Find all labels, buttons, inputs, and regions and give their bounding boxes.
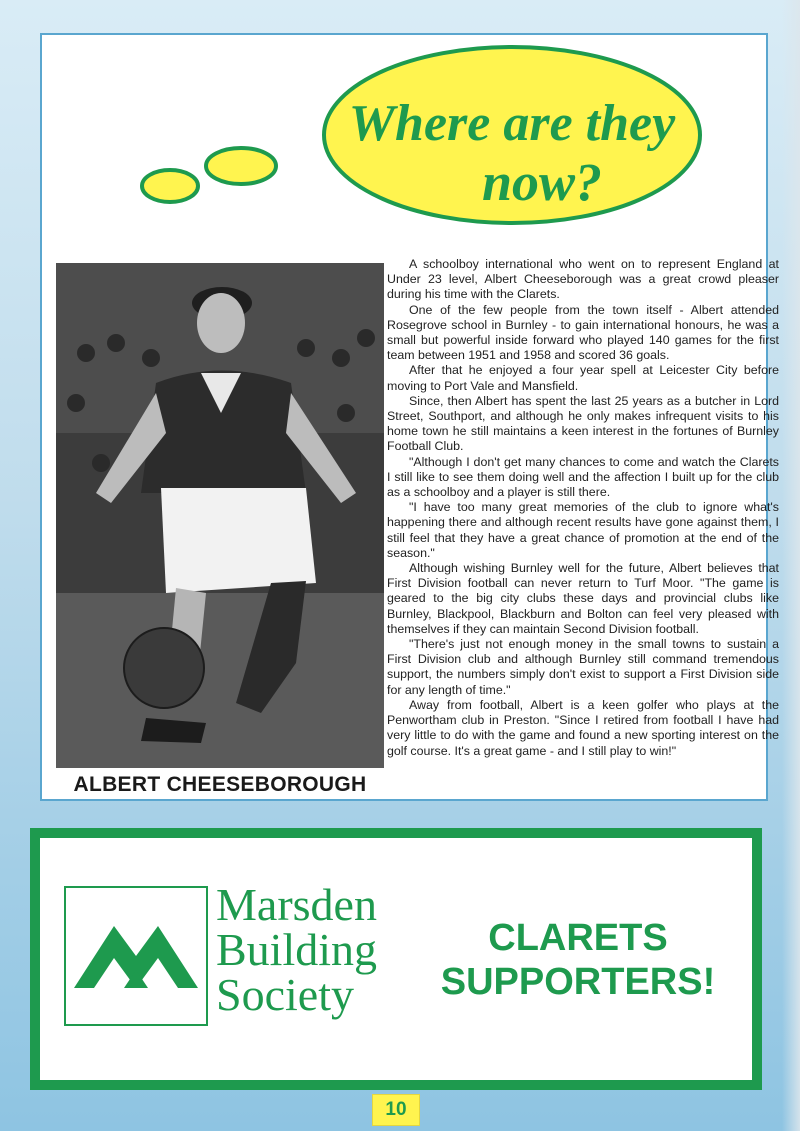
advert-inner [40, 838, 752, 1080]
article-paragraph: "I have too many great memories of the club to ignore what's happening there and although recent results have gone against them, I still feel that they have a great chance of promotion at the end of the season." [387, 500, 779, 560]
player-photo [56, 263, 384, 768]
article-paragraph: Away from football, Albert is a keen golfer who plays at the Penwortham club in Preston. "Since I retired from football I have had very little to do with the game and found a new sporting interest on the golf course. It's a great game - and I still play to win!" [387, 697, 779, 758]
headline-line-1: Where are they [348, 95, 676, 152]
small-thought-bubble [142, 170, 198, 202]
article-paragraph: "Although I don't get many chances to come and watch the Clarets I still like to see them doing well and the affection I built up for the club as a schoolboy and a player is still there. [387, 454, 779, 500]
article-paragraph: A schoolboy international who went on to represent England at Under 23 level, Albert Cheeseborough was a great crowd pleaser during his time with the Clarets. [387, 257, 779, 302]
speech-bubble-headline [132, 40, 702, 240]
marsden-logo-icon [64, 886, 208, 1026]
article-paragraph: One of the few people from the town itself - Albert attended Rosegrove school in Burnley - to gain international honours, he was a small but powerful inside forward who played 140 games for the first team between 1951 and 1958 and scored 36 goals. [387, 302, 779, 363]
slogan-line-1: CLARETS [488, 917, 668, 959]
article-paragraph: Although wishing Burnley well for the future, Albert believes that First Division football can never return to Turf Moor. "The game is geared to the big city clubs these days and provincial clubs like Burnley, Blackpool, Blackburn and Bolton can feel very pleased with themselves if they can maintain Second Division football. [387, 561, 779, 636]
article-panel [40, 33, 779, 801]
logo-line-building: Building [216, 924, 378, 975]
article-paragraph: "There's just not enough money in the small towns to sustain a First Division club and although Burnley still command tremendous support, the numbers simply don't exist to support a First Division side for any length of time." [387, 637, 779, 697]
medium-thought-bubble [206, 148, 276, 184]
advert-slogan [418, 916, 738, 1004]
photo-caption: ALBERT CHEESEBOROUGH [73, 773, 367, 796]
page-number: 10 [372, 1094, 420, 1126]
headline-line-2: now? [481, 152, 603, 212]
article-paragraph: After that he enjoyed a four year spell at Leicester City before moving to Port Vale and Mansfield. [387, 363, 779, 393]
article-body [387, 257, 779, 759]
logo-line-marsden: Marsden [216, 879, 377, 930]
advert-panel [30, 828, 762, 1090]
logo-line-society: Society [216, 969, 354, 1020]
page-edge-shadow [782, 0, 800, 1131]
article-paragraph: Since, then Albert has spent the last 25 years as a butcher in Lord Street, Southport, and although he only makes infrequent visits to his home town he still maintains a keen interest in the fortunes of Burnley Football Club. [387, 393, 779, 454]
society-name [216, 879, 436, 1020]
slogan-line-2: SUPPORTERS! [440, 961, 716, 1003]
